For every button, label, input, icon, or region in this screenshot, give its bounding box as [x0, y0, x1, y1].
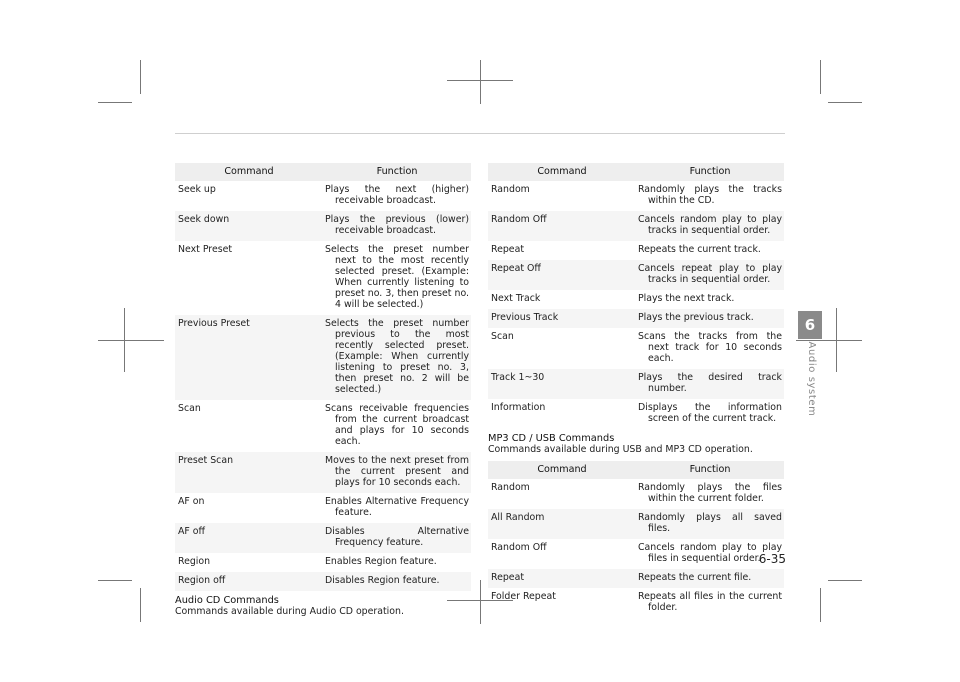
command-cell: Random — [491, 482, 530, 493]
table-header-command: Command — [488, 461, 636, 479]
table-row — [488, 569, 784, 588]
table-row — [175, 553, 471, 572]
function-cell: Plays the desired track number. — [638, 372, 782, 394]
section-title-mp3: MP3 CD / USB Commands — [488, 433, 615, 444]
function-cell: Randomly plays all saved files. — [638, 512, 782, 534]
header-rule — [175, 133, 785, 134]
command-cell: Region off — [175, 572, 323, 591]
mp3-usb-commands-table — [488, 461, 784, 618]
function-cell: Repeats the current track. — [638, 244, 761, 255]
command-cell: Random Off — [491, 542, 547, 553]
function-cell: Enables Region feature. — [325, 556, 437, 567]
table-row — [488, 211, 784, 241]
function-cell: Selects the preset number next to the most recently selected preset. (Example: When currently listening to preset no. 3, then preset no. 4 will be selected.) — [325, 244, 469, 310]
table-row — [175, 572, 471, 591]
command-cell: Repeat Off — [488, 260, 636, 290]
command-cell: Scan — [178, 403, 201, 414]
command-cell: Repeat — [491, 244, 524, 255]
audio-cd-commands-table — [488, 163, 784, 429]
table-row — [175, 400, 471, 452]
command-cell: Previous Preset — [175, 315, 323, 400]
function-cell: Disables Region feature. — [325, 575, 440, 586]
command-cell: Next Preset — [178, 244, 233, 255]
command-cell: Folder Repeat — [491, 591, 556, 602]
radio-commands-table — [175, 163, 471, 591]
table-row — [488, 290, 784, 309]
command-cell: Track 1~30 — [488, 369, 636, 399]
chapter-label: Audio system — [806, 341, 817, 417]
function-cell: Cancels repeat play to play tracks in sequential order. — [638, 263, 782, 285]
function-cell: Scans receivable frequencies from the current broadcast and plays for 10 seconds each. — [325, 403, 469, 447]
command-cell: All Random — [488, 509, 636, 539]
function-cell: Disables Alternative Frequency feature. — [325, 526, 469, 548]
section-description-audio-cd: Commands available during Audio CD operation. — [175, 606, 404, 617]
table-row — [488, 399, 784, 429]
chapter-tab: 6 — [798, 311, 822, 339]
command-cell: AF on — [178, 496, 205, 507]
table-header-function: Function — [636, 461, 784, 479]
table-header-command: Command — [488, 163, 636, 181]
function-cell: Plays the previous (lower) receivable broadcast. — [325, 214, 469, 236]
right-column — [488, 163, 784, 618]
command-cell: Random Off — [488, 211, 636, 241]
page-number: 6-35 — [758, 552, 786, 566]
table-row — [488, 241, 784, 260]
function-cell: Repeats all files in the current folder. — [638, 591, 782, 613]
command-cell: Seek down — [175, 211, 323, 241]
command-cell: Scan — [491, 331, 514, 342]
command-cell: Previous Track — [488, 309, 636, 328]
table-row — [175, 241, 471, 315]
function-cell: Displays the information screen of the current track. — [638, 402, 782, 424]
section-description-mp3: Commands available during USB and MP3 CD operation. — [488, 444, 753, 455]
table-row — [175, 523, 471, 553]
left-column — [175, 163, 471, 623]
function-cell: Repeats the current file. — [638, 572, 752, 583]
command-cell: Random — [491, 184, 530, 195]
table-row — [488, 328, 784, 369]
table-row — [175, 211, 471, 241]
function-cell: Moves to the next preset from the current present and plays for 10 seconds each. — [325, 455, 469, 488]
command-cell: Repeat — [488, 569, 636, 588]
function-cell: Plays the next (higher) receivable broadcast. — [325, 184, 469, 206]
function-cell: Cancels random play to play files in sequential order. — [638, 542, 782, 564]
command-cell: Next Track — [491, 293, 541, 304]
function-cell: Plays the next track. — [638, 293, 735, 304]
function-cell: Randomly plays the files within the current folder. — [638, 482, 782, 504]
command-cell: Information — [491, 402, 546, 413]
table-row — [488, 260, 784, 290]
table-row — [175, 493, 471, 523]
function-cell: Cancels random play to play tracks in sequential order. — [638, 214, 782, 236]
function-cell: Enables Alternative Frequency feature. — [325, 496, 469, 518]
table-row — [175, 315, 471, 400]
table-row — [488, 181, 784, 211]
command-cell: Seek up — [178, 184, 216, 195]
table-header-command: Command — [175, 163, 323, 181]
command-cell: Preset Scan — [175, 452, 323, 493]
table-header-function: Function — [636, 163, 784, 181]
table-row — [175, 452, 471, 493]
function-cell: Selects the preset number previous to the most recently selected preset. (Example: When currently listening to preset no. 3, then preset no. 2 will be selected.) — [325, 318, 469, 395]
table-row — [488, 369, 784, 399]
function-cell: Scans the tracks from the next track for 10 seconds each. — [638, 331, 782, 364]
table-row — [488, 509, 784, 539]
table-row — [175, 181, 471, 211]
function-cell: Randomly plays the tracks within the CD. — [638, 184, 782, 206]
command-cell: Region — [178, 556, 211, 567]
table-row — [488, 309, 784, 328]
table-header-function: Function — [323, 163, 471, 181]
table-row — [488, 588, 784, 618]
table-row — [488, 479, 784, 509]
function-cell: Plays the previous track. — [638, 312, 754, 323]
command-cell: AF off — [175, 523, 323, 553]
section-title-audio-cd: Audio CD Commands — [175, 595, 279, 606]
